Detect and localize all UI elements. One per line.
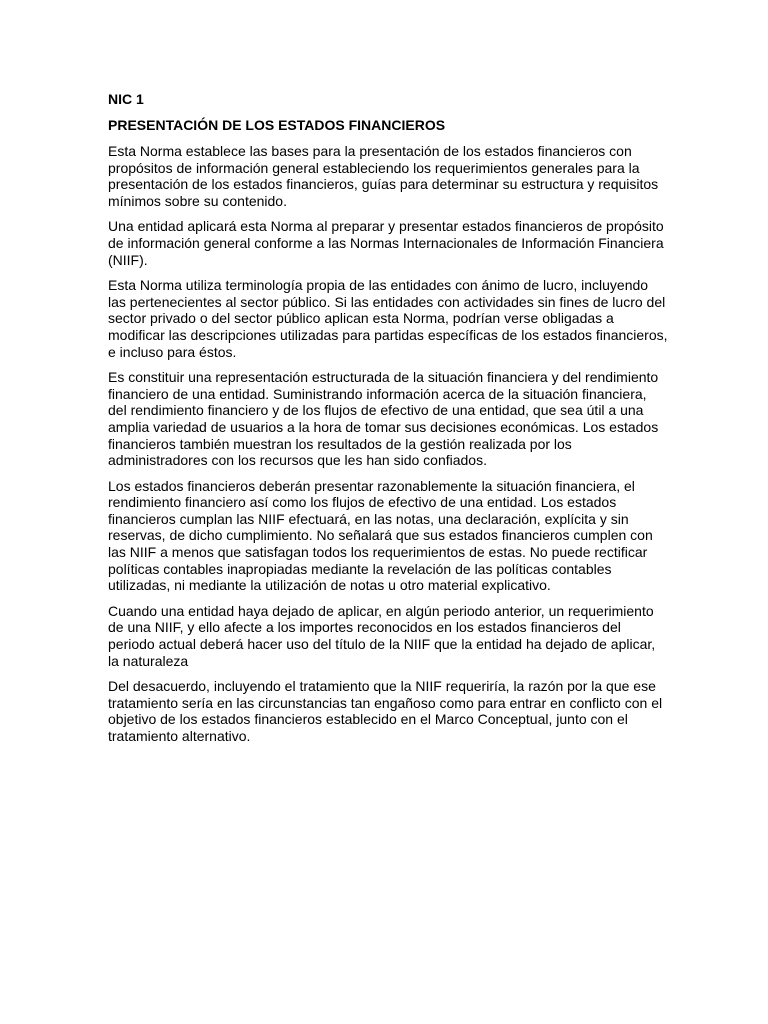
paragraph-7: Del desacuerdo, incluyendo el tratamiento que la NIIF requeriría, la razón por la que ese tratamiento sería en las circunstancias tan engañoso como para entrar en conflicto con el objetivo de los estados financieros establecido en el Marco Conceptual, junto con el tratamiento alternativo. <box>108 678 663 744</box>
paragraph-5: Los estados financieros deberán presentar razonablemente la situación financiera, el rendimiento financiero así como los flujos de efectivo de una entidad. Los estados financieros cumplan las NIIF efectuará, en las notas, una declaración, explícita y sin reservas, de dicho cumplimiento. No señalará que sus estados financieros cumplen con las NIIF a menos que satisfagan todos los requerimientos de estas. No puede rectificar políticas contables inapropiadas mediante la revelación de las políticas contables utilizadas, ni mediante la utilización de notas u otro material explicativo. <box>108 477 653 594</box>
document-code: NIC 1 <box>108 91 144 107</box>
paragraph-2: Una entidad aplicará esta Norma al preparar y presentar estados financieros de propósito de información general conforme a las Normas Internacionales de Información Financiera (NIIF). <box>108 218 664 268</box>
document-title: PRESENTACIÓN DE LOS ESTADOS FINANCIEROS <box>108 117 446 133</box>
paragraph-3: Esta Norma utiliza terminología propia de las entidades con ánimo de lucro, incluyendo las pertenecientes al sector público. Si las entidades con actividades sin fines de lucro del sector privado o del sector público aplican esta Norma, podrían verse obligadas a modificar las descripciones utilizadas para partidas específicas de los estados financieros, e incluso para éstos. <box>108 277 668 360</box>
document-page <box>108 91 668 754</box>
paragraph-4: Es constituir una representación estructurada de la situación financiera y del rendimiento financiero de una entidad. Suministrando información acerca de la situación financiera, del rendimiento financiero y de los flujos de efectivo de una entidad, que sea útil a una amplia variedad de usuarios a la hora de tomar sus decisiones económicas. Los estados financieros también muestran los resultados de la gestión realizada por los administradores con los recursos que les han sido confiados. <box>108 369 659 469</box>
paragraph-6: Cuando una entidad haya dejado de aplicar, en algún periodo anterior, un requerimiento de una NIIF, y ello afecte a los importes reconocidos en los estados financieros del periodo actual deberá hacer uso del título de la NIIF que la entidad ha dejado de aplicar, la naturaleza <box>108 602 656 669</box>
paragraph-1: Esta Norma establece las bases para la presentación de los estados financieros con propósitos de información general estableciendo los requerimientos generales para la presentación de los estados financieros, guías para determinar su estructura y requisitos mínimos sobre su contenido. <box>108 143 659 209</box>
